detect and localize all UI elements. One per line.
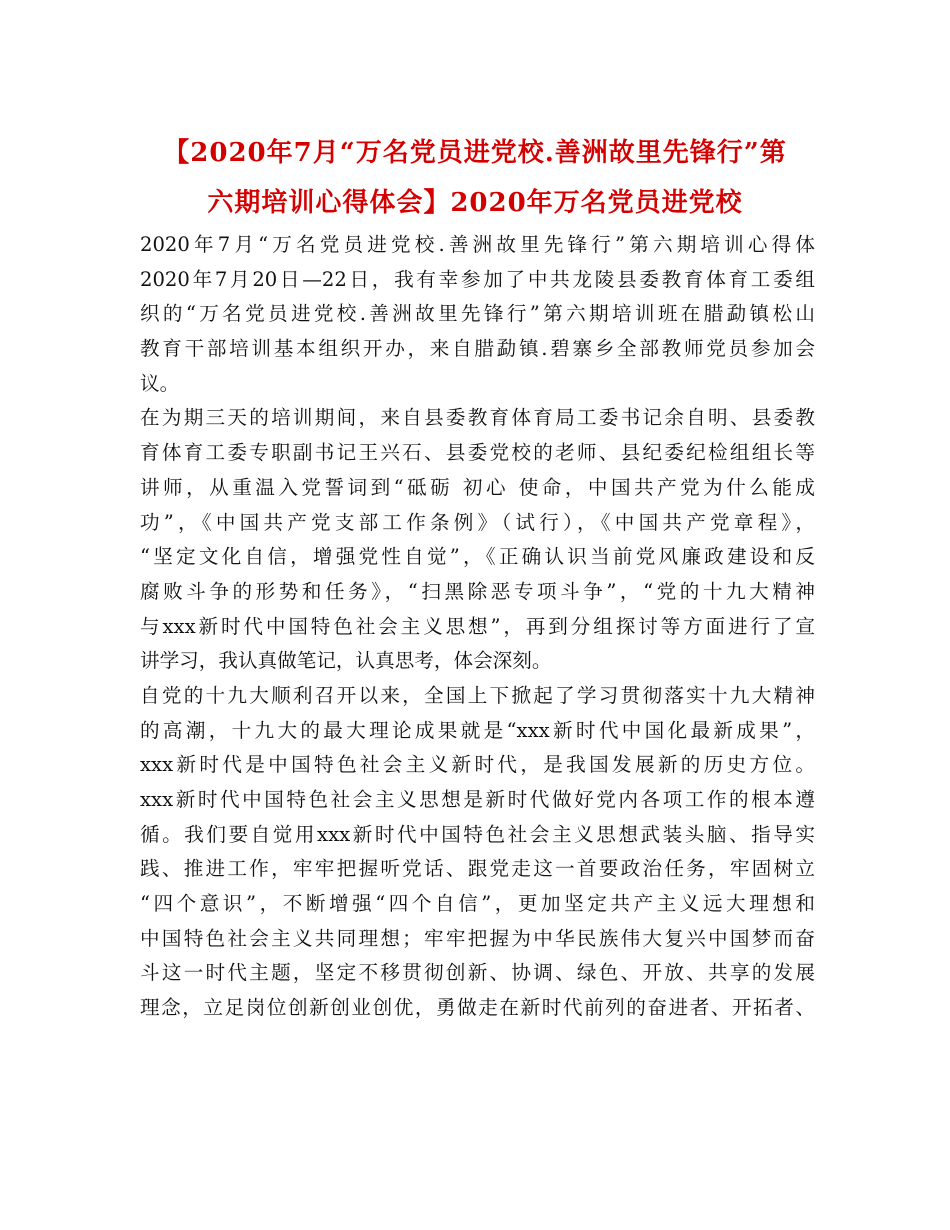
document-title: [90, 128, 860, 228]
body-line: “四个意识”，不断增强“四个自信”，更加坚定共产主义远大理想和: [140, 892, 815, 916]
body-line: 议。: [140, 371, 180, 395]
body-line: 践、推进工作，牢牢把握听党话、跟党走这一首要政治任务，牢固树立: [140, 857, 815, 881]
body-line: 中国特色社会主义共同理想；牢牢把握为中华民族伟大复兴中国梦而奋: [140, 926, 815, 950]
body-line: “坚定文化自信，增强党性自觉”，《正确认识当前党风廉政建设和反: [140, 545, 815, 569]
title-line-2: 六期培训心得体会】2020年万名党员进党校: [207, 188, 743, 218]
body-line: 循。我们要自觉用xxx新时代中国特色社会主义思想武装头脑、指导实: [140, 822, 815, 846]
body-line: 讲师，从重温入党誓词到“砥砺 初心 使命，中国共产党为什么能成: [140, 475, 815, 499]
body-line: 腐败斗争的形势和任务》，“扫黑除恶专项斗争”，“党的十九大精神: [140, 579, 815, 603]
body-line: 自党的十九大顺利召开以来，全国上下掀起了学习贯彻落实十九大精神: [140, 683, 815, 707]
body-line: xxx新时代是中国特色社会主义新时代，是我国发展新的历史方位。: [140, 753, 815, 777]
body-line: 2020年7月“万名党员进党校.善洲故里先锋行”第六期培训心得体: [140, 233, 815, 256]
body-line: 与xxx新时代中国特色社会主义思想”，再到分组探讨等方面进行了宣: [140, 614, 815, 638]
document-body: [140, 228, 815, 1026]
body-line: 织的“万名党员进党校.善洲故里先锋行”第六期培训班在腊勐镇松山: [140, 302, 815, 326]
body-line: 在为期三天的培训期间，来自县委教育体育局工委书记余自明、县委教: [140, 406, 815, 430]
body-line: 功”，《中国共产党支部工作条例》（试行），《中国共产党章程》，: [140, 510, 815, 534]
title-line-1: 【2020年7月“万名党员进党校.善洲故里先锋行”第: [163, 138, 787, 168]
body-line: 的高潮，十九大的最大理论成果就是“xxx新时代中国化最新成果”，: [140, 718, 815, 742]
body-line: 2020年7月20日—22日，我有幸参加了中共龙陵县委教育体育工委组: [140, 267, 815, 291]
body-line: xxx新时代中国特色社会主义思想是新时代做好党内各项工作的根本遵: [140, 788, 815, 811]
body-line: 育体育工委专职副书记王兴石、县委党校的老师、县纪委纪检组组长等: [140, 441, 815, 465]
body-line: 理念，立足岗位创新创业创优，勇做走在新时代前列的奋进者、开拓者、: [140, 996, 815, 1020]
body-line: 斗这一时代主题，坚定不移贯彻创新、协调、绿色、开放、共享的发展: [140, 961, 815, 985]
body-line: 讲学习，我认真做笔记，认真思考，体会深刻。: [140, 649, 552, 673]
body-line: 教育干部培训基本组织开办，来自腊勐镇.碧寨乡全部教师党员参加会: [140, 337, 815, 361]
